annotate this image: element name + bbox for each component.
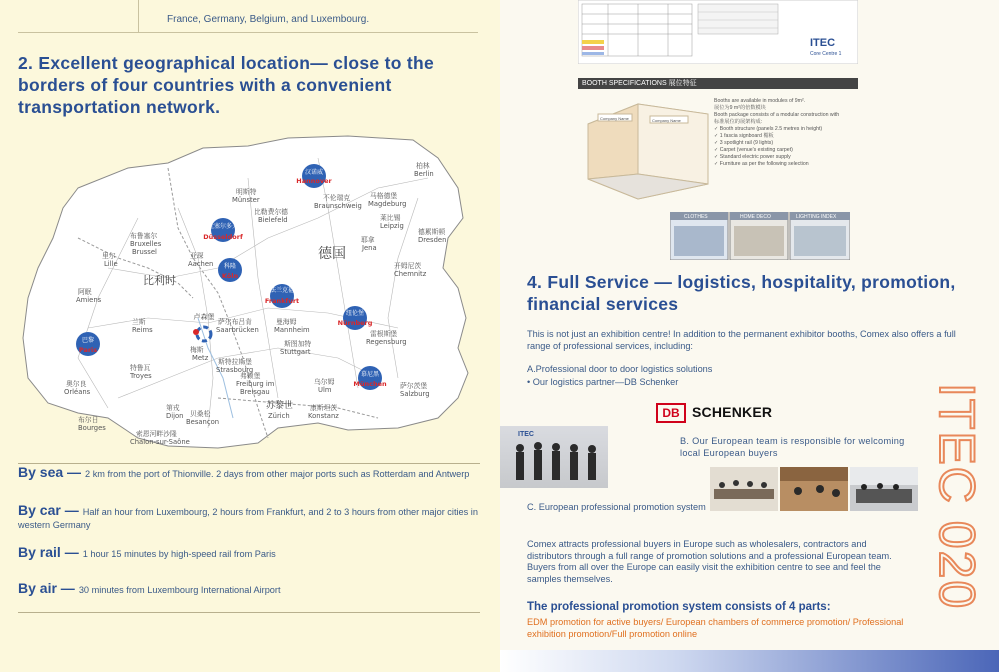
svg-text:Metz: Metz bbox=[192, 354, 209, 362]
svg-text:杜塞尔多夫: 杜塞尔多夫 bbox=[207, 223, 239, 230]
section-title-full-service: 4. Full Service — logistics, hospitality, promotion, financial services bbox=[527, 272, 956, 314]
transport-detail: Half an hour from Luxembourg, 2 hours from Frankfurt, and 2 to 3 hours from other major cities in western Germany bbox=[18, 507, 478, 530]
thumb-label-clothes: CLOTHES bbox=[684, 214, 708, 220]
svg-text:莱比锡: 莱比锡 bbox=[380, 214, 401, 222]
transport-detail: 2 km from the port of Thionville. 2 days from other major ports such as Rotterdam and Antwerp bbox=[85, 469, 470, 479]
highlight-city-paris bbox=[76, 332, 100, 356]
svg-text:Stuttgart: Stuttgart bbox=[280, 348, 311, 356]
svg-text:Strasbourg: Strasbourg bbox=[216, 366, 254, 374]
transport-air bbox=[18, 582, 480, 597]
spec-line: ✓ Standard electric power supply bbox=[714, 154, 791, 160]
thumb-label-home-deco: HOME DECO bbox=[740, 214, 771, 220]
svg-text:Brussel: Brussel bbox=[132, 248, 157, 256]
svg-text:科隆: 科隆 bbox=[223, 263, 237, 270]
transport-mode-label: By car — bbox=[18, 502, 79, 518]
svg-text:乌尔姆: 乌尔姆 bbox=[314, 378, 335, 386]
spec-line: 标准展位的展架构成: bbox=[714, 119, 763, 125]
svg-text:Dijon: Dijon bbox=[166, 412, 184, 420]
svg-text:慕尼黑: 慕尼黑 bbox=[360, 371, 380, 378]
svg-text:Düsseldorf: Düsseldorf bbox=[203, 233, 243, 241]
svg-text:奥尔良: 奥尔良 bbox=[66, 380, 87, 388]
top-table bbox=[18, 0, 478, 33]
intro-paragraph: This is not just an exhibition centre! In addition to the permanent exhibitor booths, Comex also offers a full range of professional services, including: bbox=[527, 329, 956, 351]
transport-detail: 30 minutes from Luxembourg International Airport bbox=[78, 585, 281, 595]
transport-detail: 1 hour 15 minutes by high-speed rail from Paris bbox=[82, 549, 276, 559]
svg-text:曼海姆: 曼海姆 bbox=[276, 318, 297, 326]
svg-text:Frankfurt: Frankfurt bbox=[264, 297, 300, 305]
svg-text:兰斯: 兰斯 bbox=[132, 318, 146, 326]
svg-text:萨尔茨堡: 萨尔茨堡 bbox=[400, 382, 428, 390]
city-bielefeld bbox=[254, 207, 288, 224]
svg-text:München: München bbox=[353, 380, 387, 388]
city-zurich bbox=[266, 399, 293, 420]
team-photo bbox=[500, 426, 608, 488]
svg-text:Mannheim: Mannheim bbox=[274, 326, 310, 334]
floorplan-logo-sub: Core Centre 1 bbox=[810, 51, 842, 57]
table-divider bbox=[138, 0, 139, 32]
transport-sea bbox=[18, 466, 480, 481]
highlight-city-koln bbox=[218, 258, 242, 282]
svg-text:Amiens: Amiens bbox=[76, 296, 102, 304]
svg-text:布尔日: 布尔日 bbox=[78, 416, 99, 424]
booth-specs-list bbox=[714, 98, 860, 168]
svg-text:Saarbrücken: Saarbrücken bbox=[216, 326, 259, 334]
svg-text:亚琛: 亚琛 bbox=[190, 252, 204, 260]
section-title-geography: 2. Excellent geographical location— close to the borders of four countries with a convenient transportation network. bbox=[18, 53, 435, 117]
floorplan-logo: ITEC bbox=[810, 37, 836, 49]
svg-text:Braunschweig: Braunschweig bbox=[314, 202, 362, 210]
svg-text:不伦瑞克: 不伦瑞克 bbox=[323, 194, 351, 202]
transport-mode-label: By rail — bbox=[18, 544, 79, 560]
item-b-team: B. Our European team is responsible for welcoming local European buyers bbox=[680, 436, 905, 458]
svg-text:Aachen: Aachen bbox=[188, 260, 214, 268]
svg-text:马格德堡: 马格德堡 bbox=[370, 192, 398, 200]
city-bourges bbox=[78, 415, 106, 432]
svg-text:Bourges: Bourges bbox=[78, 424, 106, 432]
svg-text:Troyes: Troyes bbox=[130, 372, 152, 380]
svg-text:Lille: Lille bbox=[104, 260, 118, 268]
body-paragraph: Comex attracts professional buyers in Europe such as wholesalers, contractors and distributors through a full range of promotion solutions and a professional European team. Buyers from all over the Europe can easily visit the exhibition centre to see and feel the samples themselves. bbox=[527, 539, 892, 584]
svg-text:比勒费尔德: 比勒费尔德 bbox=[254, 208, 288, 216]
svg-text:汉诺威: 汉诺威 bbox=[304, 169, 324, 176]
europe-map bbox=[18, 118, 480, 458]
svg-text:Münster: Münster bbox=[232, 196, 260, 204]
svg-text:纽伦堡: 纽伦堡 bbox=[345, 310, 365, 317]
promo-system-title: The professional promotion system consists of 4 parts: bbox=[527, 601, 831, 613]
svg-text:卢森堡: 卢森堡 bbox=[193, 313, 215, 321]
svg-text:特鲁瓦: 特鲁瓦 bbox=[130, 364, 151, 372]
spec-line: Booths are available in modules of 9m². bbox=[714, 98, 806, 104]
svg-text:Bruxelles: Bruxelles bbox=[130, 240, 162, 248]
svg-text:贝桑松: 贝桑松 bbox=[190, 410, 211, 418]
schenker-wordmark: SCHENKER bbox=[692, 404, 773, 420]
booth-label: Company Name bbox=[600, 116, 629, 121]
svg-text:ITEC 020: ITEC 020 bbox=[929, 383, 985, 611]
item-c-promotion: C. European professional promotion system bbox=[527, 502, 706, 512]
right-page bbox=[500, 0, 999, 672]
svg-text:Freiburg im: Freiburg im bbox=[236, 380, 275, 388]
svg-text:Nürnberg: Nürnberg bbox=[337, 319, 373, 327]
spec-line: ✓ Furniture as per the following selection bbox=[714, 161, 809, 167]
city-konstanz bbox=[308, 403, 339, 420]
svg-text:布鲁塞尔: 布鲁塞尔 bbox=[130, 232, 158, 240]
svg-text:法兰克福: 法兰克福 bbox=[269, 287, 295, 294]
svg-text:雷根斯堡: 雷根斯堡 bbox=[370, 330, 398, 338]
item-a-logistics: A.Professional door to door logistics solutions bbox=[527, 364, 713, 374]
booth-label: Company Name bbox=[652, 118, 681, 123]
transport-mode-label: By sea — bbox=[18, 464, 82, 480]
svg-text:梅斯: 梅斯 bbox=[190, 346, 204, 354]
svg-text:Köln: Köln bbox=[221, 272, 239, 280]
svg-text:Breisgau: Breisgau bbox=[240, 388, 270, 396]
svg-text:Reims: Reims bbox=[132, 326, 153, 334]
svg-text:Chalon-sur-Saône: Chalon-sur-Saône bbox=[130, 438, 190, 446]
svg-text:里尔: 里尔 bbox=[102, 252, 116, 260]
svg-text:斯图加特: 斯图加特 bbox=[284, 340, 312, 348]
svg-text:索恩河畔沙隆: 索恩河畔沙隆 bbox=[136, 430, 177, 438]
city-stuttgart bbox=[280, 339, 311, 356]
svg-text:Magdeburg: Magdeburg bbox=[368, 200, 407, 208]
transport-car bbox=[18, 504, 480, 532]
table-cell-text: France, Germany, Belgium, and Luxembourg. bbox=[167, 14, 370, 25]
svg-text:Berlin: Berlin bbox=[414, 170, 434, 178]
svg-text:巴黎: 巴黎 bbox=[81, 337, 95, 344]
svg-text:斯特拉斯堡: 斯特拉斯堡 bbox=[218, 358, 252, 366]
city-leipzig bbox=[380, 213, 404, 230]
svg-text:Regensburg: Regensburg bbox=[366, 338, 407, 346]
svg-text:萨尔布吕肯: 萨尔布吕肯 bbox=[218, 318, 252, 326]
spec-line: ✓ Carpet (venue's existing carpet) bbox=[714, 147, 793, 153]
svg-text:Zürich: Zürich bbox=[268, 412, 290, 420]
meeting-photo-1 bbox=[710, 467, 778, 511]
meeting-photo-2 bbox=[780, 467, 848, 511]
city-salzburg bbox=[400, 381, 430, 398]
svg-text:明斯特: 明斯特 bbox=[236, 188, 257, 196]
svg-text:Bielefeld: Bielefeld bbox=[258, 216, 288, 224]
svg-text:Jena: Jena bbox=[362, 244, 377, 252]
svg-text:耶拿: 耶拿 bbox=[361, 236, 375, 244]
svg-text:Konstanz: Konstanz bbox=[308, 412, 339, 420]
svg-text:Hannover: Hannover bbox=[296, 177, 332, 185]
city-jena bbox=[361, 235, 377, 252]
photo-caption: ITEC bbox=[518, 431, 534, 438]
meeting-photo-3 bbox=[850, 467, 918, 511]
svg-text:德累斯顿: 德累斯顿 bbox=[418, 228, 446, 236]
city-troyes bbox=[129, 363, 152, 380]
spec-line: ✓ 1 fascia signboard 楣板 bbox=[714, 133, 774, 139]
booth-thumbnails bbox=[670, 212, 850, 260]
svg-text:开姆尼茨: 开姆尼茨 bbox=[394, 262, 422, 270]
thumb-label-lighting: LIGHTING INDEX bbox=[796, 214, 837, 220]
city-lille bbox=[102, 251, 118, 268]
svg-text:柏林: 柏林 bbox=[416, 162, 430, 170]
country-label-germany: 德国 bbox=[318, 246, 346, 262]
spec-line: ✓ 3 spotlight rail (9 lights) bbox=[714, 140, 774, 146]
transport-mode-label: By air — bbox=[18, 580, 75, 596]
divider-bottom bbox=[18, 612, 480, 613]
svg-text:Ulm: Ulm bbox=[318, 386, 332, 394]
svg-text:Leipzig: Leipzig bbox=[380, 222, 404, 230]
divider-top bbox=[18, 463, 480, 464]
country-label-belgium: 比利时 bbox=[143, 274, 176, 287]
svg-text:Chemnitz: Chemnitz bbox=[394, 270, 427, 278]
itec-020-vertical-logo bbox=[928, 383, 988, 653]
city-munster bbox=[232, 187, 260, 204]
svg-text:Salzburg: Salzburg bbox=[400, 390, 430, 398]
svg-text:阿眠: 阿眠 bbox=[78, 288, 92, 296]
city-dresden bbox=[418, 227, 446, 244]
spec-line: ✓ Booth structure (panels 2.5 metres in height) bbox=[714, 126, 823, 132]
spec-line: Booth package consists of a modular construction with bbox=[714, 112, 840, 118]
booth-specifications-banner: BOOTH SPECIFICATIONS 展位特征 bbox=[578, 78, 858, 89]
svg-text:Orléans: Orléans bbox=[64, 388, 91, 396]
svg-text:弗赖堡: 弗赖堡 bbox=[240, 372, 261, 380]
db-schenker-logo bbox=[656, 402, 771, 422]
booth-illustration bbox=[578, 94, 718, 202]
bottom-gradient-bar bbox=[500, 650, 999, 672]
svg-text:Dresden: Dresden bbox=[418, 236, 447, 244]
svg-text:苏黎世: 苏黎世 bbox=[266, 401, 294, 411]
db-logo-box: DB bbox=[656, 403, 686, 423]
svg-text:Besançon: Besançon bbox=[186, 418, 220, 426]
svg-text:第戎: 第戎 bbox=[166, 404, 180, 412]
svg-text:Paris: Paris bbox=[78, 346, 98, 354]
promo-system-list: EDM promotion for active buyers/ European chambers of commerce promotion/ Professional exhibition promotion/Full promotion online bbox=[527, 617, 904, 639]
item-a-partner: • Our logistics partner—DB Schenker bbox=[527, 377, 679, 387]
spec-line: 展位为9 m²的倍数模块 bbox=[714, 105, 766, 111]
transport-rail bbox=[18, 546, 480, 561]
svg-text:康斯坦茨: 康斯坦茨 bbox=[310, 404, 338, 412]
floorplan-image bbox=[578, 0, 858, 64]
